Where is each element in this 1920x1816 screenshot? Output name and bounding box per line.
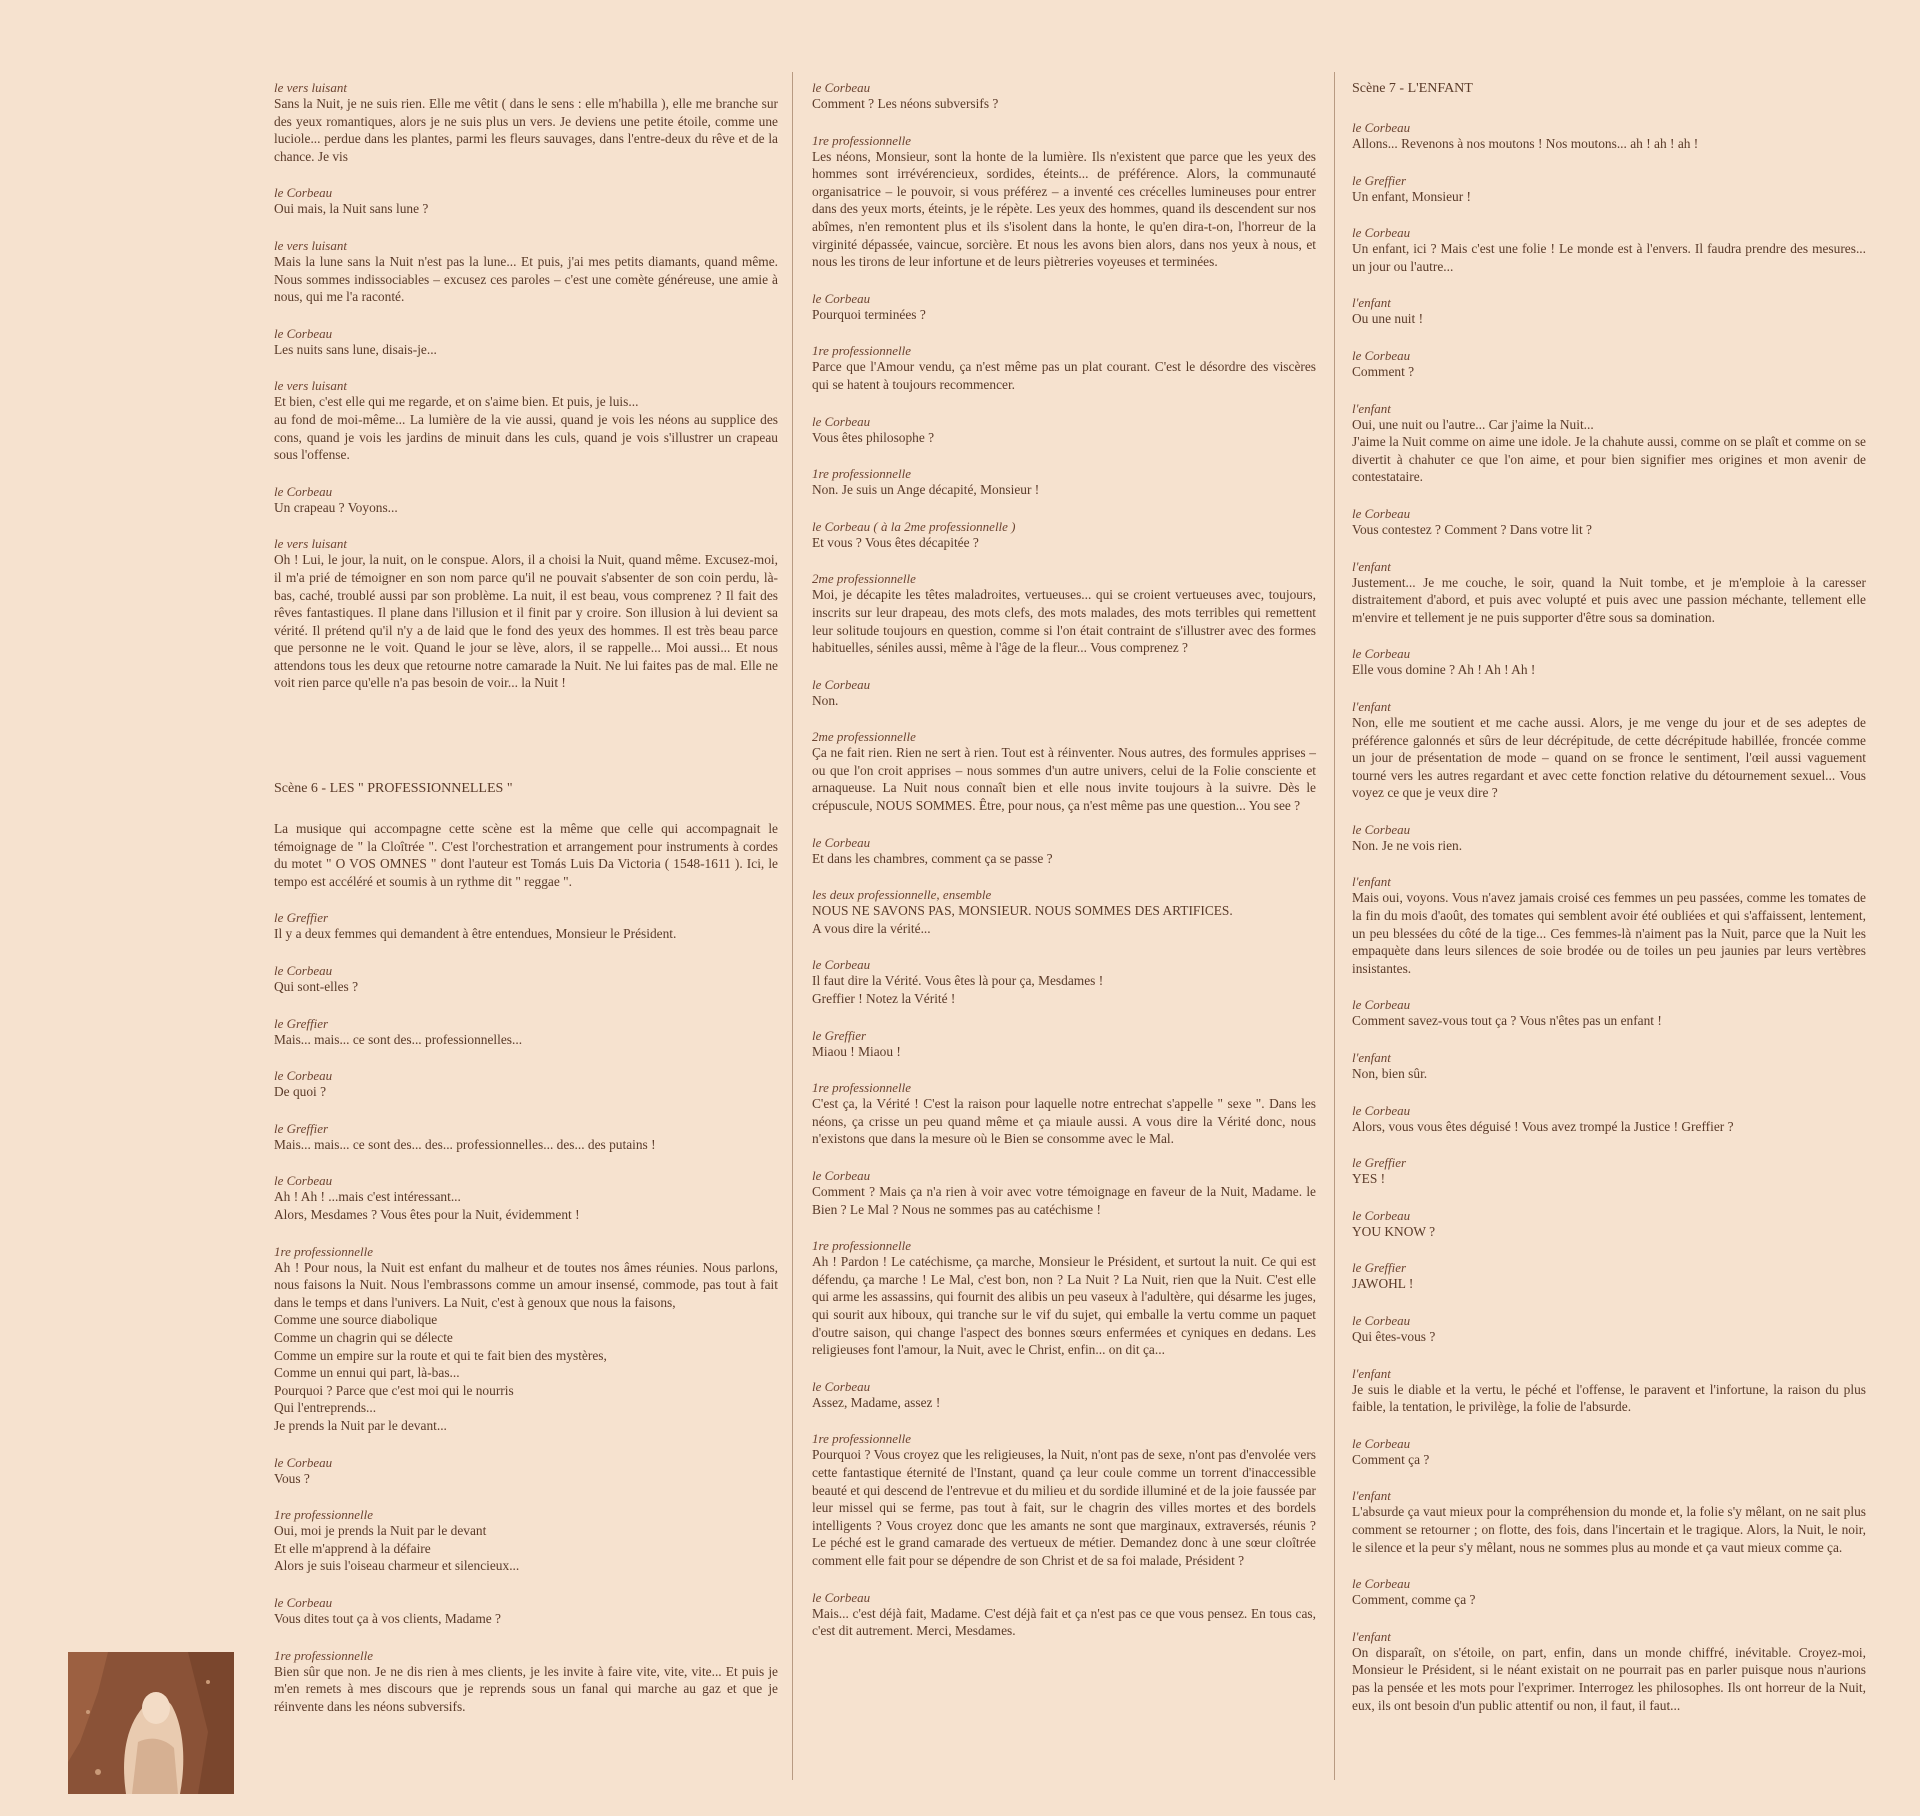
dialogue-block — [1352, 1488, 1866, 1556]
dialogue-block — [812, 957, 1316, 1007]
dialogue-block — [1352, 1050, 1866, 1083]
speaker-name: le Corbeau — [1352, 1576, 1411, 1592]
dialogue-text: De quoi ? — [274, 1084, 327, 1100]
dialogue-text: Qui êtes-vous ? — [1352, 1329, 1436, 1344]
dialogue-text: Sans la Nuit, je ne suis rien. Elle me vêtit ( dans le sens : elle m'habilla ), elle me branche sur des yeux romantiques, alors je ne suis plus un vers. Je deviens une petite étoile, comme une luciole... perdue dans les plantes, parmi les fleurs sauvages, dans l'entre-deux du rêve et de la chance. Je vis — [274, 96, 778, 164]
dialogue-text: Non. — [812, 692, 839, 708]
dialogue-block — [1352, 1629, 1866, 1714]
speaker-name: le Greffier — [1352, 172, 1407, 188]
speaker-name: le Corbeau — [812, 834, 871, 850]
dialogue-text: Les nuits sans lune, disais-je... — [274, 341, 437, 357]
dialogue-text: Comment ? Mais ça n'a rien à voir avec votre témoignage en faveur de la Nuit, Madame. le Bien ? Le Mal ? Nous ne sommes pas au catéchisme ! — [812, 1184, 1316, 1217]
speaker-name: 1re professionnelle — [274, 1507, 374, 1523]
dialogue-block — [1352, 1576, 1866, 1609]
dialogue-text: Vous contestez ? Comment ? Dans votre lit ? — [1352, 521, 1592, 537]
scene-heading: Scène 7 - L'ENFANT — [1352, 81, 1473, 96]
dialogue-text: C'est ça, la Vérité ! C'est la raison pour laquelle notre entrechat s'appelle " sexe ". Dans les néons, ça crisse un peu quand même et ça miaule aussi. A vous dire la Vérité donc, nous n'existons que dans la mesure où le Bien se consomme avec le Mal. — [812, 1096, 1316, 1147]
dialogue-block — [1352, 1313, 1866, 1346]
dialogue-block — [274, 80, 778, 165]
dialogue-text: Elle vous domine ? Ah ! Ah ! Ah ! — [1352, 662, 1536, 678]
dialogue-block — [274, 820, 778, 890]
dialogue-text: Pourquoi ? Vous croyez que les religieuses, la Nuit, n'ont pas de sexe, n'ont pas d'envolée vers cette fantastique éternité de l'Instant, quand ça leur coule comme un torrent d'inaccessible beauté et qui descend de l'entrevue et du milieu et du sordide illuminé et de la joie faussée par leur missel qui se ferme, pas tout à fait, sur le chagrin des villes mortes et des bordels intelligents ? Vous croyez donc que les amants ne sont que marginaux, extraversés, réunis ? Le péché est le grand camarade des vertueux de métier. Demandez donc à une sœur cloîtrée comment elle fait pour se dépendre de son Christ et de sa foi malade, Président ? — [812, 1447, 1316, 1568]
dialogue-block — [812, 291, 1316, 324]
dialogue-block — [274, 1173, 778, 1223]
speaker-name: le Corbeau — [274, 1068, 333, 1084]
dialogue-text: L'absurde ça vaut mieux pour la compréhension du monde et, la folie s'y mêlant, on ne sait plus comment se retourner ; on flotte, des fois, dans l'incertain et le tragique. Alors, la Nuit, le noir, le silence et la peur s'y mêlant, nous ne sommes plus au monde et ça vaut mieux comme ça. — [1352, 1504, 1866, 1555]
dialogue-block — [812, 835, 1316, 868]
speaker-name: 2me professionnelle — [812, 571, 916, 587]
speaker-name: le Greffier — [1352, 1260, 1407, 1276]
dialogue-text: On disparaît, on s'étoile, on part, enfin, dans un monde chiffré, inévitable. Croyez-moi, Monsieur le Président, si le néant existait on ne pourrait pas en parler puisque nous n'aurions pas la pensée et les mots pour l'exprimer. Interrogez les philosophes. Ils ont horreur de la Nuit, eux, ils ont besoin d'un public attentif ou non, il faut, il faut... — [1352, 1644, 1866, 1713]
speaker-name: l'enfant — [1352, 558, 1391, 574]
speaker-name: le Greffier — [1352, 1155, 1407, 1171]
dialogue-block — [812, 1080, 1316, 1148]
dialogue-block — [812, 1168, 1316, 1218]
speaker-name: 1re professionnelle — [812, 132, 912, 148]
dialogue-block — [812, 519, 1316, 552]
dialogue-text: Non. Je suis un Ange décapité, Monsieur ! — [812, 482, 1040, 498]
dialogue-block — [1352, 120, 1866, 153]
dialogue-block — [812, 887, 1316, 937]
speaker-name: le Greffier — [274, 1120, 329, 1136]
dialogue-block — [1352, 874, 1866, 977]
dialogue-block — [274, 1244, 778, 1435]
dialogue-block — [1352, 1155, 1866, 1188]
speaker-name: le Corbeau — [1352, 821, 1411, 837]
dialogue-block — [274, 185, 778, 218]
speaker-name: l'enfant — [1352, 698, 1391, 714]
dialogue-block — [812, 571, 1316, 656]
speaker-name: le Corbeau — [1352, 997, 1411, 1013]
dialogue-text: Les néons, Monsieur, sont la honte de la lumière. Ils n'existent que parce que les yeux des hommes sont irrévérencieux, sordides, éteints... de préférence. Alors, la communauté organisatrice – le pouvoir, si vous préférez – a inventé ces crécelles lumineuses pour entrer dans des yeux morts, éteints, je le répète. Les yeux des hommes, quand ils descendent sur nos abîmes, n'en remontent plus et ils s'isolent dans la honte, le qu'en dira-t-on, l'horreur de la virginité dépassée, vaincue, sorcière. Et nous les avons bien alors, dans nos yeux à nous, et nous les tirons de leur infortune et de leurs piètreries voyeuses et terminées. — [812, 148, 1316, 270]
dialogue-text: Comment savez-vous tout ça ? Vous n'êtes pas un enfant ! — [1352, 1013, 1662, 1029]
dialogue-block — [812, 729, 1316, 814]
speaker-name: le Corbeau — [812, 290, 871, 306]
dialogue-block — [812, 80, 1316, 113]
dialogue-block — [1352, 173, 1866, 206]
speaker-name: le Corbeau — [274, 1454, 333, 1470]
dialogue-text: Bien sûr que non. Je ne dis rien à mes clients, je les invite à faire vite, vite, vite... Et puis je m'en remets à mes discours que je reprends sous un fanal qui marche au gaz et que je réinvente dans les néons subversifs. — [274, 1663, 778, 1714]
dialogue-text: Et vous ? Vous êtes décapitée ? — [812, 534, 979, 550]
dialogue-block — [274, 1068, 778, 1101]
speaker-name: le Corbeau — [1352, 1313, 1411, 1328]
speaker-name: le vers luisant — [274, 536, 347, 552]
dialogue-block — [274, 1648, 778, 1716]
speaker-name: le Corbeau — [274, 1173, 333, 1189]
speaker-name: 1re professionnelle — [812, 1238, 912, 1254]
speaker-name: le Greffier — [274, 1015, 329, 1031]
dialogue-text: Assez, Madame, assez ! — [812, 1394, 941, 1410]
dialogue-text: Oui mais, la Nuit sans lune ? — [274, 201, 429, 217]
dialogue-block — [274, 1595, 778, 1628]
dialogue-text: Qui sont-elles ? — [274, 979, 359, 995]
dialogue-block — [274, 1507, 778, 1575]
robed-figure-photo-icon — [68, 1652, 234, 1794]
dialogue-text: Non, elle me soutient et me cache aussi. Alors, je me venge du jour et de ses adeptes de préférence galonnés et sûrs de leur décrépitude, de cette décrépitude habillée, froncée comme un jour de présentation de mode – quand on se fronce le sentiment, l'œil aussi vaguement tourné vers les autres regardant et avec cette fonction relative du détournement sexuel... Vous voyez ce que je veux dire ? — [1352, 714, 1866, 801]
dialogue-block — [1352, 559, 1866, 627]
speaker-name: le Corbeau — [1352, 120, 1411, 135]
dialogue-text: Et bien, c'est elle qui me regarde, et on s'aime bien. Et puis, je luis... au fond de moi-même... La lumière de la vie aussi, quand je vois les néons au supplice des cons, quand je vois les jardins de minuit dans les culs, quand je vois s'illustrer un crapeau sous l'offense. — [274, 394, 778, 463]
dialogue-text: Il y a deux femmes qui demandent à être entendues, Monsieur le Président. — [274, 926, 677, 942]
dialogue-block — [274, 484, 778, 517]
dialogue-block — [1352, 401, 1866, 486]
speaker-name: le Corbeau — [812, 676, 871, 692]
dialogue-text: JAWOHL ! — [1352, 1276, 1414, 1292]
speaker-name: le Corbeau — [812, 80, 871, 95]
dialogue-text: Oui, moi je prends la Nuit par le devant Et elle m'apprend à la défaire Alors je suis l'oiseau charmeur et silencieux... — [274, 1523, 520, 1574]
speaker-name: le Corbeau — [1352, 1435, 1411, 1451]
dialogue-text: Un crapeau ? Voyons... — [274, 499, 398, 515]
speaker-name: l'enfant — [1352, 400, 1391, 416]
speaker-name: le Corbeau — [1352, 646, 1411, 662]
speaker-name: le Corbeau — [1352, 1207, 1411, 1223]
dialogue-block — [274, 238, 778, 306]
dialogue-block — [1352, 348, 1866, 381]
speaker-name: 1re professionnelle — [812, 1431, 912, 1447]
text-column-2 — [812, 80, 1316, 1660]
dialogue-text: YES ! — [1352, 1171, 1386, 1187]
section-gap — [274, 712, 778, 780]
dialogue-block — [274, 378, 778, 463]
speaker-name: 1re professionnelle — [812, 343, 912, 359]
dialogue-text: Comment, comme ça ? — [1352, 1592, 1476, 1608]
speaker-name: le vers luisant — [274, 80, 347, 95]
dialogue-block — [1352, 506, 1866, 539]
dialogue-block — [274, 326, 778, 359]
dialogue-block — [1352, 822, 1866, 855]
dialogue-text: Miaou ! Miaou ! — [812, 1043, 901, 1059]
dialogue-text: Mais la lune sans la Nuit n'est pas la lune... Et puis, j'ai mes petits diamants, quand même. Nous sommes indissociables – excusez ces paroles – c'est une comète généreuse, une amie à nous, qui me l'a raconté. — [274, 253, 778, 305]
speaker-name: le Corbeau — [1352, 347, 1411, 363]
dialogue-text: Mais oui, voyons. Vous n'avez jamais croisé ces femmes un peu passées, comme les tomates de la fin du mois d'août, des tomates qui semblent avoir été oubliées et qui s'affaissent, lentement, un peu blessées du côté de la tige... Ces femmes-là n'aiment pas la Nuit, parce que la Nuit les empaquète dans leurs silences de soie brodée ou de toiles un peu jaunies par leurs vertèbres insistantes. — [1352, 890, 1866, 976]
speaker-name: le Corbeau — [812, 1589, 871, 1605]
speaker-name: le Corbeau — [274, 1594, 333, 1610]
speaker-name: le Corbeau — [812, 1378, 871, 1394]
speaker-name: le Corbeau — [812, 957, 871, 973]
speaker-name: 1re professionnelle — [812, 466, 912, 482]
speaker-name: le Corbeau — [1352, 225, 1411, 241]
dialogue-block — [812, 133, 1316, 271]
speaker-name: le Greffier — [274, 910, 329, 926]
speaker-name: l'enfant — [1352, 1050, 1391, 1066]
dialogue-text: Justement... Je me couche, le soir, quand la Nuit tombe, et je m'emploie à la caresser distraitement d'abord, et puis avec volupté et puis avec une passion méchante, tellement elle m'envire et tellement je ne puis supporter d'être sous sa domination. — [1352, 574, 1866, 625]
speaker-name: le Corbeau — [812, 1168, 871, 1183]
dialogue-block — [812, 1379, 1316, 1412]
speaker-name: le vers luisant — [274, 378, 347, 394]
speaker-name: 1re professionnelle — [274, 1243, 374, 1259]
column-divider — [792, 72, 793, 1780]
scene-heading: Scène 6 - LES " PROFESSIONNELLES " — [274, 781, 513, 797]
dialogue-text: Vous dites tout ça à vos clients, Madame ? — [274, 1610, 501, 1626]
dialogue-text: Mais... mais... ce sont des... professionnelles... — [274, 1031, 523, 1047]
dialogue-block — [812, 677, 1316, 710]
dialogue-block — [812, 1590, 1316, 1640]
speaker-name: les deux professionnelle, ensemble — [812, 887, 992, 903]
dialogue-block — [1352, 699, 1866, 802]
dialogue-text: Vous êtes philosophe ? — [812, 429, 935, 445]
text-column-1 — [274, 80, 778, 1735]
dialogue-text: NOUS NE SAVONS PAS, MONSIEUR. NOUS SOMMES DES ARTIFICES. A vous dire la vérité... — [812, 903, 1233, 936]
speaker-name: l'enfant — [1352, 1628, 1391, 1644]
dialogue-block — [812, 1431, 1316, 1569]
dialogue-text: Non. Je ne vois rien. — [1352, 837, 1463, 853]
dialogue-text: Ça ne fait rien. Rien ne sert à rien. Tout est à réinventer. Nous autres, des formules apprises – ou que l'on croit apprises – nous sommes d'un autre univers, celui de la Folie consciente et arnaqueuse. La Nuit nous connaît bien et elle nous invite toujours à la suivre. Dès le crépuscule, NOUS SOMMES. Être, pour nous, ça n'est même pas une question... You see ? — [812, 745, 1316, 814]
speaker-name: le vers luisant — [274, 237, 347, 253]
dialogue-text: Pourquoi terminées ? — [812, 306, 926, 322]
dialogue-block — [274, 963, 778, 996]
dialogue-text: YOU KNOW ? — [1352, 1223, 1436, 1239]
dialogue-text: Comment ? Les néons subversifs ? — [812, 96, 999, 111]
dialogue-block — [812, 343, 1316, 393]
speaker-name: le Corbeau — [274, 483, 333, 499]
dialogue-block — [1352, 225, 1866, 275]
dialogue-block — [1352, 646, 1866, 679]
dialogue-block — [1352, 1366, 1866, 1416]
dialogue-block — [274, 536, 778, 692]
speaker-name: l'enfant — [1352, 874, 1391, 890]
dialogue-text: Moi, je décapite les têtes maladroites, vertueuses... qui se croient vertueuses avec, toujours, inscrits sur leur drapeau, des mots clefs, des mots malades, des mots terribles qui remettent leur solitude toujours en question, comme si l'on était contraint de s'illustrer avec des formes habituelles, séniles aussi, même à l'âge de la fleur... Vous comprenez ? — [812, 587, 1316, 656]
speaker-name: le Corbeau — [274, 185, 333, 201]
dialogue-block — [812, 1028, 1316, 1061]
dialogue-block — [812, 414, 1316, 447]
dialogue-text: Il faut dire la Vérité. Vous êtes là pour ça, Mesdames ! Greffier ! Notez la Vérité ! — [812, 973, 1104, 1007]
speaker-name: 1re professionnelle — [812, 1080, 912, 1096]
speaker-name: le Corbeau — [1352, 1102, 1411, 1118]
dialogue-text: Ah ! Ah ! ...mais c'est intéressant... Alors, Mesdames ? Vous êtes pour la Nuit, évidemment ! — [274, 1189, 580, 1222]
dialogue-block — [812, 466, 1316, 499]
dialogue-text: Mais... mais... ce sont des... des... professionnelles... des... des putains ! — [274, 1136, 656, 1152]
speaker-name: le Greffier — [812, 1027, 867, 1043]
dialogue-text: Non, bien sûr. — [1352, 1066, 1428, 1082]
dialogue-text: La musique qui accompagne cette scène est la même que celle qui accompagnait le témoignage de " la Cloîtrée ". C'est l'orchestration et arrangement pour instruments à cordes du motet " O VOS OMNES " dont l'auteur est Tomás Luis Da Victoria ( 1548-1611 ). Ici, le tempo est accéléré et soumis à un rythme dit " reggae ". — [274, 821, 778, 889]
dialogue-text: Vous ? — [274, 1470, 310, 1486]
dialogue-block — [274, 1455, 778, 1488]
speaker-name: le Corbeau — [274, 963, 333, 979]
speaker-name: le Corbeau ( à la 2me professionnelle ) — [812, 518, 1016, 534]
dialogue-block — [1352, 1436, 1866, 1469]
dialogue-text: Un enfant, Monsieur ! — [1352, 188, 1471, 204]
dialogue-block — [274, 1121, 778, 1154]
dialogue-text: Allons... Revenons à nos moutons ! Nos moutons... ah ! ah ! ah ! — [1352, 136, 1699, 151]
dialogue-text: Mais... c'est déjà fait, Madame. C'est déjà fait et ça n'est pas ce que vous pensez. En tous cas, c'est dit autrement. Merci, Mesdames. — [812, 1605, 1316, 1639]
dialogue-block — [274, 1016, 778, 1049]
dialogue-text: Comment ça ? — [1352, 1451, 1430, 1467]
speaker-name: 2me professionnelle — [812, 729, 916, 745]
dialogue-text: Ah ! Pardon ! Le catéchisme, ça marche, Monsieur le Président, et surtout la nuit. Ce qui est défendu, ça marche ! Le Mal, c'est bon, non ? La Nuit ? La Nuit, rien que la Nuit. C'est elle qui arme les assassins, qui fournit des alibis un peu vaseux à l'adultère, qui désarme les juges, qui sourit aux hiboux, qui tranche sur le vif du sujet, qui emballe la vertu comme un paquet d'outre saison, qui change l'aspect des bonnes sœurs enfermées et cyniques en dedans. Les religieuses font l'amour, la Nuit, avec le Christ, enfin... on dit ça... — [812, 1254, 1316, 1358]
dialogue-text: Oui, une nuit ou l'autre... Car j'aime la Nuit... J'aime la Nuit comme on aime une idole. Je la chahute aussi, comme on se plaît et comme on se divertit à chahuter ce que l'on aime, et pour bien signifier mes origines et mon avenir de contestataire. — [1352, 416, 1866, 485]
dialogue-block — [1352, 295, 1866, 328]
dialogue-block — [274, 910, 778, 943]
dialogue-block — [1352, 997, 1866, 1030]
speaker-name: l'enfant — [1352, 295, 1391, 311]
column-divider — [1334, 72, 1335, 1780]
speaker-name: l'enfant — [1352, 1488, 1391, 1504]
dialogue-text: Comment ? — [1352, 363, 1415, 379]
speaker-name: 1re professionnelle — [274, 1647, 374, 1663]
speaker-name: le Corbeau — [274, 325, 333, 341]
speaker-name: le Corbeau — [1352, 505, 1411, 521]
dialogue-block — [1352, 1103, 1866, 1136]
dialogue-text: Je suis le diable et la vertu, le péché et l'offense, le paravent et l'infortune, la raison du plus faible, la tentation, le privilège, la folie de l'absurde. — [1352, 1381, 1866, 1415]
dialogue-text: Ah ! Pour nous, la Nuit est enfant du malheur et de toutes nos âmes réunies. Nous parlons, nous faisons la Nuit. Nous l'embrassons comme un amour insensé, commode, pas tout à fait dans le temps et dans l'univers. La Nuit, c'est à genoux que nous la faisons, Comme une source diabolique Comme un chagrin qui se délecte Comme un empire sur la route et qui te fait bien des mystères, Comme un ennui qui part, là-bas... Pourquoi ? Parce que c'est moi qui le nourris Qui l'entreprends... Je prends la Nuit par le devant... — [274, 1259, 778, 1433]
dialogue-block — [1352, 1260, 1866, 1293]
dialogue-text: Parce que l'Amour vendu, ça n'est même pas un plat courant. C'est le désordre des viscères qui se hatent à toujours recommencer. — [812, 359, 1316, 392]
text-column-3 — [1352, 80, 1866, 1734]
dialogue-block — [1352, 1208, 1866, 1241]
dialogue-text: Et dans les chambres, comment ça se passe ? — [812, 850, 1053, 866]
dialogue-text: Un enfant, ici ? Mais c'est une folie ! Le monde est à l'envers. Il faudra prendre des mesures... un jour ou l'autre... — [1352, 241, 1866, 274]
dialogue-block — [812, 1238, 1316, 1359]
dialogue-text: Oh ! Lui, le jour, la nuit, on le conspue. Alors, il a choisi la Nuit, quand même. Excusez-moi, il m'a prié de témoigner en son nom parce qu'il ne pouvait s'absenter de son coin perdu, là-bas, caché, troublé aussi par son problème. La nuit, il est beau, vous comprenez ? Il fait des rêves fantastiques. Il plane dans l'illusion et il finit par y croire. Son illusion à lui devient sa vérité. Il prétend qu'il n'y a de laid que le fond des yeux des hommes. Il est très beau parce que personne ne le voit. Quand le jour se lève, alors, il se rappelle... Moi aussi... Et nous attendons tous les deux que retourne notre camarade la Nuit. Ne lui faites pas de mal. Elle ne voit rien parce qu'elle n'a pas besoin de voir... la Nuit ! — [274, 552, 778, 691]
speaker-name: l'enfant — [1352, 1365, 1391, 1381]
speaker-name: le Corbeau — [812, 413, 871, 429]
dialogue-text: Alors, vous vous êtes déguisé ! Vous avez trompé la Justice ! Greffier ? — [1352, 1118, 1734, 1134]
dialogue-text: Ou une nuit ! — [1352, 311, 1424, 327]
